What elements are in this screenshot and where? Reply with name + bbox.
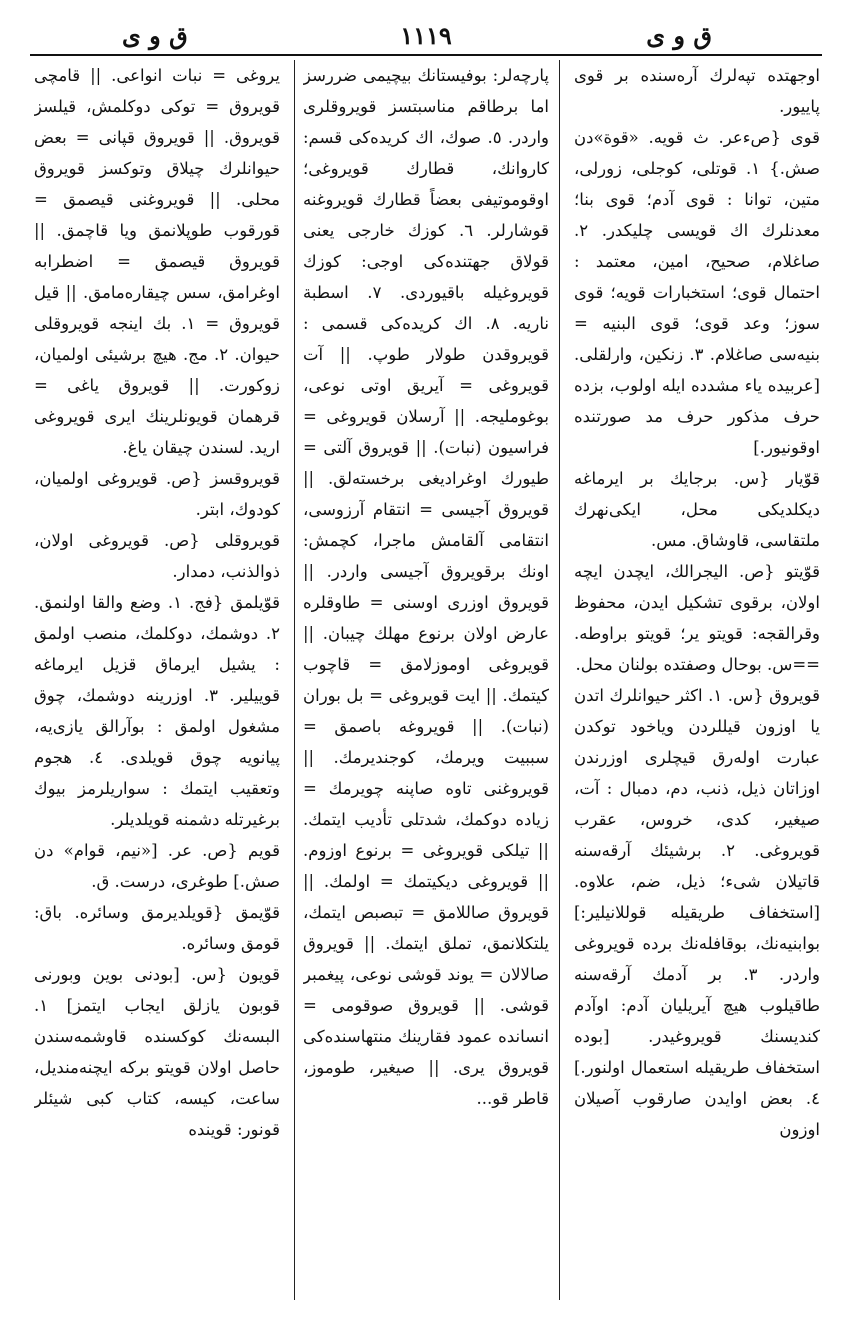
dictionary-entry: قوّیار {س. برجایك بر ایرماغه دیکلدیکی محل، ایکی‌نهرك ملتقاسی، قاوشاق. مس.	[574, 469, 820, 550]
dictionary-entry: یروغی = نبات انواعی. || قامچی قویروق = توکی دوکلمش، قیلسز قویروق. || قویروق قپانی = بعض حیوانلرك چیلاق وتوکسز قویروق محلی. || قویروغنی قیصمق = قورقوب طوپلانمق ویا قاچمق. || قویروق قیصمق = اضطرابه اوغرامق، سس چیقاره‌مامق. || قیل قویروق = ١. بك اینجه قویروقلی حیوان. ٢. مج. هیچ برشیئی اولمیان، زوکورت. || قویروق یاغی = قرهمان قویونلرینك ایری قویروغی ارید. لسندن چیقان یاغ.	[34, 66, 280, 457]
header-left-letters: ق و ی	[122, 21, 188, 50]
dictionary-entry: قوّیتو {ص. الیجرالك، ایچدن ایچه اولان، برقوی تشکیل ایدن، محفوظ وقرالقجه: قویتو یر؛ قویتو براوطه. ==س. بوحال وصفتده بولنان محل.	[574, 562, 820, 674]
dictionary-page	[30, 20, 822, 1302]
dictionary-entry: پارچه‌لر: بوفیستانك بیچیمی ضررسز اما برطاقم مناسبتسز قویروقلری واردر. ٥. صوك، اك کریده‌کی قسم: کاروانك، قطارك قویروغی؛ اوقوموتیفی بعضاً قطارك قویروغنه قوشارلر. ٦. کوزك خارجی یعنی قولاق جهتنده‌کی اوجی: کوزك قویروغیله باقیوردی. ٧. اسطبة ناریه. ٨. اك کریده‌کی قسمی : قویروقدن طولار طوپ. || آت قویروغی = آیریق اوتی نوعی، بوغوملیجه. || آرسلان قویروغی = فراسیون (نبات). || قویروق آلتی = طیورك اوغراديغی برخسته‌لق. || قویروق آجیسی = انتقام آرزوسی، انتقامی آلقامش ماجرا، کچمش: اونك برقویروق آجیسی واردر. || قویروق اوزری اوسنی = طاوقلره عارض اولان برنوع مهلك چیبان. || قویروغی اوموزلامق = قاچوب کیتمك. || ایت قویروغی = بل بوران (نبات). || قویروغه باصمق = سببیت ویرمك، کوجندیرمك. || قویروغنی تاوه صاپنه چویرمك = زیاده دوکمك، شدتلی تأدیب ایتمك. || تیلکی قویروغی = برنوع اوزوم. || قویروغی دیکیتمك = اولمك. || قویروق صاللامق = تبصبص ایتمك، یلتکلانمق، تملق ایتمك. || قویروق صالالان = یوند قوشی نوعی، پیغمبر قوشی. || قویروق صوقومی = انسانده عمود فقارینك منتهاسنده‌کی قویروق یری. || صیغیر، طوموز، قاطر قو...	[303, 66, 549, 1108]
text-columns	[30, 60, 822, 1300]
dictionary-entry: قوی {صءعر. ث قویه. «قوة»دن صش.} ١. قوتلی، کوجلی، زورلی، متین، توانا : قوی آدم؛ قوی بنا؛ معدنلرك اك قویسی چلیکدر. ٢. صاغلام، صحیح، امین، معتمد : احتمال قوی؛ استخبارات قویه؛ قوی سوز؛ وعد قوی؛ قوی البنیه = بنیه‌سی صاغلام. ٣. زنکین، وارلقلی. [عربیده یاء مشدده ایله اولوب، بزده حرف مذکور حرف مد صورتنده اوقونیور.]	[574, 128, 820, 457]
page-header	[30, 20, 822, 56]
dictionary-entry: قویروقلی {ص. قویروغی اولان، ذوالذنب، دمدار.	[34, 531, 280, 581]
column-rule	[559, 60, 560, 1300]
column-right	[574, 60, 820, 1300]
dictionary-entry: اوجهتده تپه‌لرك آره‌سنده بر قوی پاییور.	[574, 66, 820, 116]
dictionary-entry: قوّیلمق {فج. ١. وضع والقا اولنمق. ٢. دوشمك، دوکلمك، منصب اولمق : یشیل ایرماق قزیل ایرماغه قوییلیر. ٣. اوزرینه دوشمك، چوق مشغول اولمق : بوآرالق یازی‌یه، پیانویه چوق قویلدی. ٤. هجوم وتعقیب ایتمك : سواریلرمز بیوك برغیرتله دشمنه قویلدیلر.	[34, 593, 280, 829]
dictionary-entry: قویروق {س. ١. اکثر حیوانلرك اتدن یا اوزون قیللردن ویاخود توکدن عبارت اولەرق قیچلری اوزرندن اوزاتان ذیل، ذنب، دم، دمبال : آت، صیغیر، کدی، خروس، عقرب قویروغی. ٢. برشیئك آرقه‌سنه قاتیلان شیء؛ ذیل، ضم، علاوه. [استخفاف طریقیله قوللانیلیر:] بوابنیه‌نك، بوقافله‌نك برده قویروغی واردر. ٣. بر آدمك آرقه‌سنه طاقیلوب هیچ آیریلیان آدم: اوآدم کندیسنك قویروغیدر. [بوده استخفاف طریقیله استعمال اولنور.] ٤. بعض اوایدن صارقوب آصیلان اوزون	[574, 686, 820, 1139]
header-right-letters: ق و ی	[646, 21, 712, 50]
column-rule	[294, 60, 295, 1300]
dictionary-entry: قویروقسز {ص. قویروغی اولمیان، کودوك، ابتر.	[34, 469, 280, 519]
page-number: ١١١٩	[400, 21, 452, 50]
column-left	[34, 60, 280, 1300]
dictionary-entry: قویم {ص. عر. [«نیم، قوام» دن صش.] طوغری، درست. ق.	[34, 841, 280, 891]
dictionary-entry: قویون {س. [بودنی بوین وبورنی قوبون یازلق ایجاب ایتمز] ١. البسه‌نك کوکسنده قاوشمه‌سندن حاصل اولان قویتو برکه ایچنه‌مندیل، ساعت، کیسه، کتاب کبی شیئلر قونور: قوینده	[34, 965, 280, 1139]
column-middle	[303, 60, 549, 1300]
dictionary-entry: قوّیمق {قویلدیرمق وسائره. باق: قومق وسائره.	[34, 903, 280, 953]
